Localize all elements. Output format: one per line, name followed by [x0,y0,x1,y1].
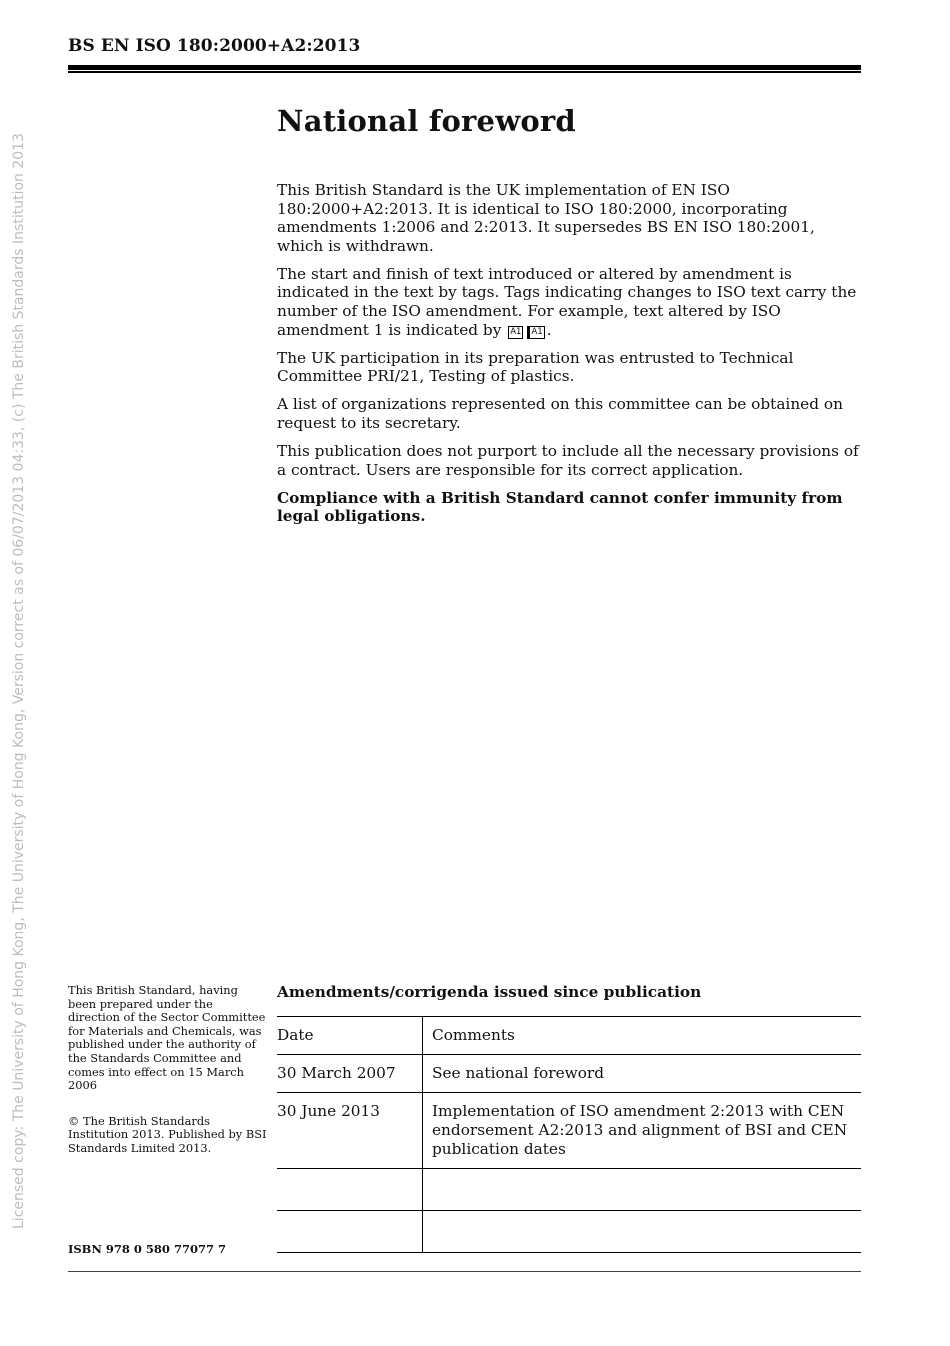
amendments-caption: Amendments/corrigenda issued since publication [277,983,702,1001]
amendment-comment: See national foreword [423,1055,862,1093]
amendment-tags-text: The start and finish of text introduced or altered by amendment is indicated in the text by tags. Tags indicating changes to ISO text carry the number of the ISO amendment. For example, text altered by ISO amendment 1 is indicated by [277,264,857,339]
license-watermark: Licensed copy: The University of Hong Kong, The University of Hong Kong, Version correct as of 06/07/2013 04:33, (c) The British Standards Institution 2013 [11,133,27,1229]
prepared-note: This British Standard, having been prepared under the direction of the Sector Committee for Materials and Chemicals, was published under the authority of the Standards Committee and comes into effect on 15 March 2006 [68,983,266,1093]
amendment-open-tag-icon: A1 [510,326,522,337]
header-rule-thick [68,65,861,70]
table-row [277,1169,861,1211]
footer-rule [68,1271,861,1272]
foreword-body [277,181,863,536]
amendment-close-tag-icon: A1 [527,326,544,339]
copyright-note: © The British Standards Institution 2013. Published by BSI Standards Limited 2013. [68,1113,267,1155]
page-title: National foreword [277,104,576,138]
paragraph-compliance: Compliance with a British Standard cannot confer immunity from legal obligations. [277,488,843,526]
document-id: BS EN ISO 180:2000+A2:2013 [68,36,361,56]
amendment-comment [423,1211,862,1253]
amendment-date: 30 March 2007 [277,1055,423,1093]
paragraph-contract: This publication does not purport to include all the necessary provisions of a contract. Users are responsible for its correct application. [277,442,859,479]
amendment-date [277,1211,423,1253]
paragraph-amendment-tags [277,265,863,339]
amendment-tags-end: . [546,320,552,339]
table-row [277,1093,861,1169]
table-row [277,1211,861,1253]
paragraph-implementation: This British Standard is the UK implementation of EN ISO 180:2000+A2:2013. It is identical to ISO 180:2000, incorporating amendments 1:2006 and 2:2013. It supersedes BS EN ISO 180:2001, which is withdrawn. [277,181,815,255]
amendments-table [277,1016,861,1253]
header-rule-thin [68,71,861,73]
column-header-date: Date [277,1017,423,1055]
publication-note [68,984,268,1156]
amendment-comment [423,1169,862,1211]
column-header-comments: Comments [423,1017,862,1055]
amendment-date: 30 June 2013 [277,1093,423,1169]
amendment-date [277,1169,423,1211]
table-row [277,1055,861,1093]
paragraph-participation: The UK participation in its preparation was entrusted to Technical Committee PRI/21, Testing of plastics. [277,348,794,386]
table-header-row [277,1017,861,1055]
isbn: ISBN 978 0 580 77077 7 [68,1242,226,1256]
amendment-comment: Implementation of ISO amendment 2:2013 with CEN endorsement A2:2013 and alignment of BSI and CEN publication dates [423,1093,862,1169]
paragraph-committee-list: A list of organizations represented on this committee can be obtained on request to its secretary. [277,395,843,433]
